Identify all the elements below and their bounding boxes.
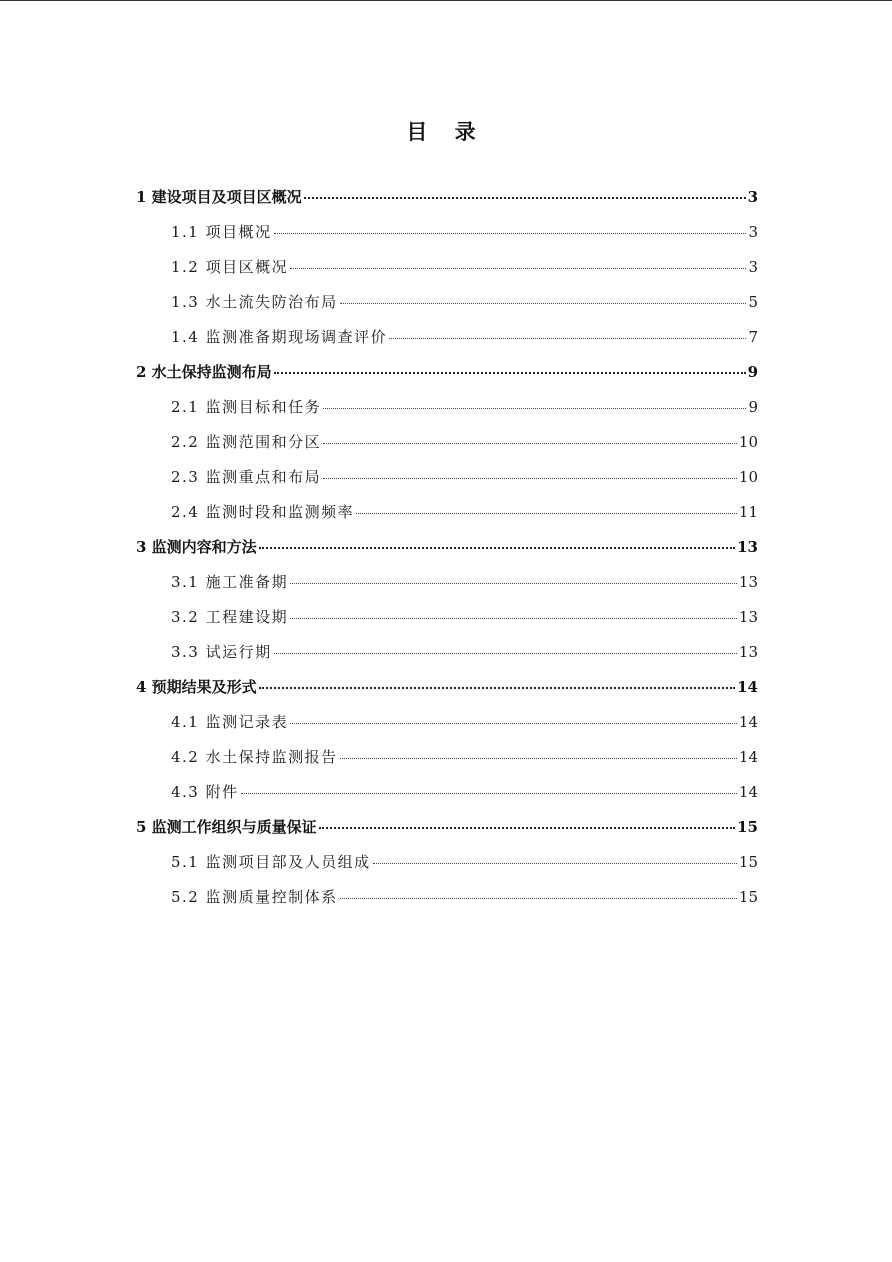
table-of-contents xyxy=(136,180,758,915)
toc-entry-title: 3.1 施工准备期 xyxy=(171,573,289,591)
toc-page-number: 11 xyxy=(738,503,758,521)
toc-dot-leader xyxy=(290,582,737,584)
toc-dot-leader xyxy=(259,686,735,689)
toc-dot-leader xyxy=(241,792,737,794)
toc-entry-title: 5 监测工作组织与质量保证 xyxy=(136,818,317,836)
toc-section-entry[interactable] xyxy=(136,390,758,425)
toc-section-entry[interactable] xyxy=(136,705,758,740)
toc-dot-leader xyxy=(373,862,737,864)
toc-page-number: 13 xyxy=(738,643,758,661)
toc-page-number: 13 xyxy=(738,573,758,591)
toc-section-entry[interactable] xyxy=(136,740,758,775)
toc-section-entry[interactable] xyxy=(136,460,758,495)
toc-dot-leader xyxy=(340,757,737,759)
toc-page-number: 14 xyxy=(738,748,758,766)
toc-entry-title: 3.3 试运行期 xyxy=(171,643,272,661)
toc-page-number: 14 xyxy=(737,678,758,696)
toc-section-entry[interactable] xyxy=(136,845,758,880)
toc-entry-title: 1.1 项目概况 xyxy=(171,223,272,241)
toc-page-number: 13 xyxy=(737,538,758,556)
toc-page-number: 10 xyxy=(738,468,758,486)
toc-dot-leader xyxy=(290,617,737,619)
toc-entry-title: 4 预期结果及形式 xyxy=(136,678,257,696)
toc-dot-leader xyxy=(323,407,746,409)
toc-dot-leader xyxy=(274,371,746,374)
toc-chapter-entry[interactable] xyxy=(136,180,758,215)
toc-page-number: 14 xyxy=(738,713,758,731)
top-border-line xyxy=(0,0,892,1)
toc-section-entry[interactable] xyxy=(136,775,758,810)
toc-dot-leader xyxy=(274,652,737,654)
toc-page-number: 15 xyxy=(738,888,758,906)
toc-page-number: 7 xyxy=(748,328,758,346)
toc-page-number: 5 xyxy=(748,293,758,311)
toc-entry-title: 1.4 监测准备期现场调查评价 xyxy=(171,328,388,346)
toc-entry-title: 3.2 工程建设期 xyxy=(171,608,289,626)
toc-entry-title: 1.2 项目区概况 xyxy=(171,258,289,276)
toc-entry-title: 2.2 监测范围和分区 xyxy=(171,433,322,451)
toc-dot-leader xyxy=(259,546,735,549)
toc-dot-leader xyxy=(319,826,735,829)
toc-page-number: 9 xyxy=(748,398,758,416)
toc-entry-title: 1.3 水土流失防治布局 xyxy=(171,293,338,311)
toc-section-entry[interactable] xyxy=(136,565,758,600)
toc-entry-title: 1 建设项目及项目区概况 xyxy=(136,188,302,206)
toc-section-entry[interactable] xyxy=(136,495,758,530)
toc-dot-leader xyxy=(340,302,747,304)
toc-page-number: 13 xyxy=(738,608,758,626)
toc-entry-title: 4.2 水土保持监测报告 xyxy=(171,748,338,766)
toc-entry-title: 2.1 监测目标和任务 xyxy=(171,398,322,416)
toc-page-number: 3 xyxy=(748,223,758,241)
toc-section-entry[interactable] xyxy=(136,320,758,355)
toc-dot-leader xyxy=(323,442,737,444)
toc-entry-title: 5.2 监测质量控制体系 xyxy=(171,888,338,906)
toc-section-entry[interactable] xyxy=(136,250,758,285)
toc-section-entry[interactable] xyxy=(136,880,758,915)
toc-section-entry[interactable] xyxy=(136,215,758,250)
toc-dot-leader xyxy=(340,897,737,899)
toc-page-number: 14 xyxy=(738,783,758,801)
toc-dot-leader xyxy=(356,512,737,514)
toc-dot-leader xyxy=(274,232,747,234)
toc-entry-title: 2.3 监测重点和布局 xyxy=(171,468,322,486)
toc-entry-title: 2 水土保持监测布局 xyxy=(136,363,272,381)
toc-section-entry[interactable] xyxy=(136,635,758,670)
toc-page-number: 15 xyxy=(738,853,758,871)
toc-page-number: 15 xyxy=(737,818,758,836)
toc-dot-leader xyxy=(304,196,746,199)
toc-entry-title: 5.1 监测项目部及人员组成 xyxy=(171,853,371,871)
toc-page-number: 3 xyxy=(748,258,758,276)
toc-section-entry[interactable] xyxy=(136,285,758,320)
toc-chapter-entry[interactable] xyxy=(136,355,758,390)
toc-chapter-entry[interactable] xyxy=(136,670,758,705)
toc-dot-leader xyxy=(290,722,737,724)
toc-section-entry[interactable] xyxy=(136,600,758,635)
page-title: 目 录 xyxy=(406,119,486,144)
toc-dot-leader xyxy=(389,337,746,339)
toc-page-number: 3 xyxy=(747,188,758,206)
toc-dot-leader xyxy=(323,477,737,479)
toc-entry-title: 2.4 监测时段和监测频率 xyxy=(171,503,355,521)
toc-chapter-entry[interactable] xyxy=(136,530,758,565)
toc-page-number: 9 xyxy=(747,363,758,381)
toc-dot-leader xyxy=(290,267,746,269)
toc-section-entry[interactable] xyxy=(136,425,758,460)
toc-entry-title: 3 监测内容和方法 xyxy=(136,538,257,556)
toc-entry-title: 4.3 附件 xyxy=(171,783,239,801)
toc-page-number: 10 xyxy=(738,433,758,451)
toc-chapter-entry[interactable] xyxy=(136,810,758,845)
toc-entry-title: 4.1 监测记录表 xyxy=(171,713,289,731)
